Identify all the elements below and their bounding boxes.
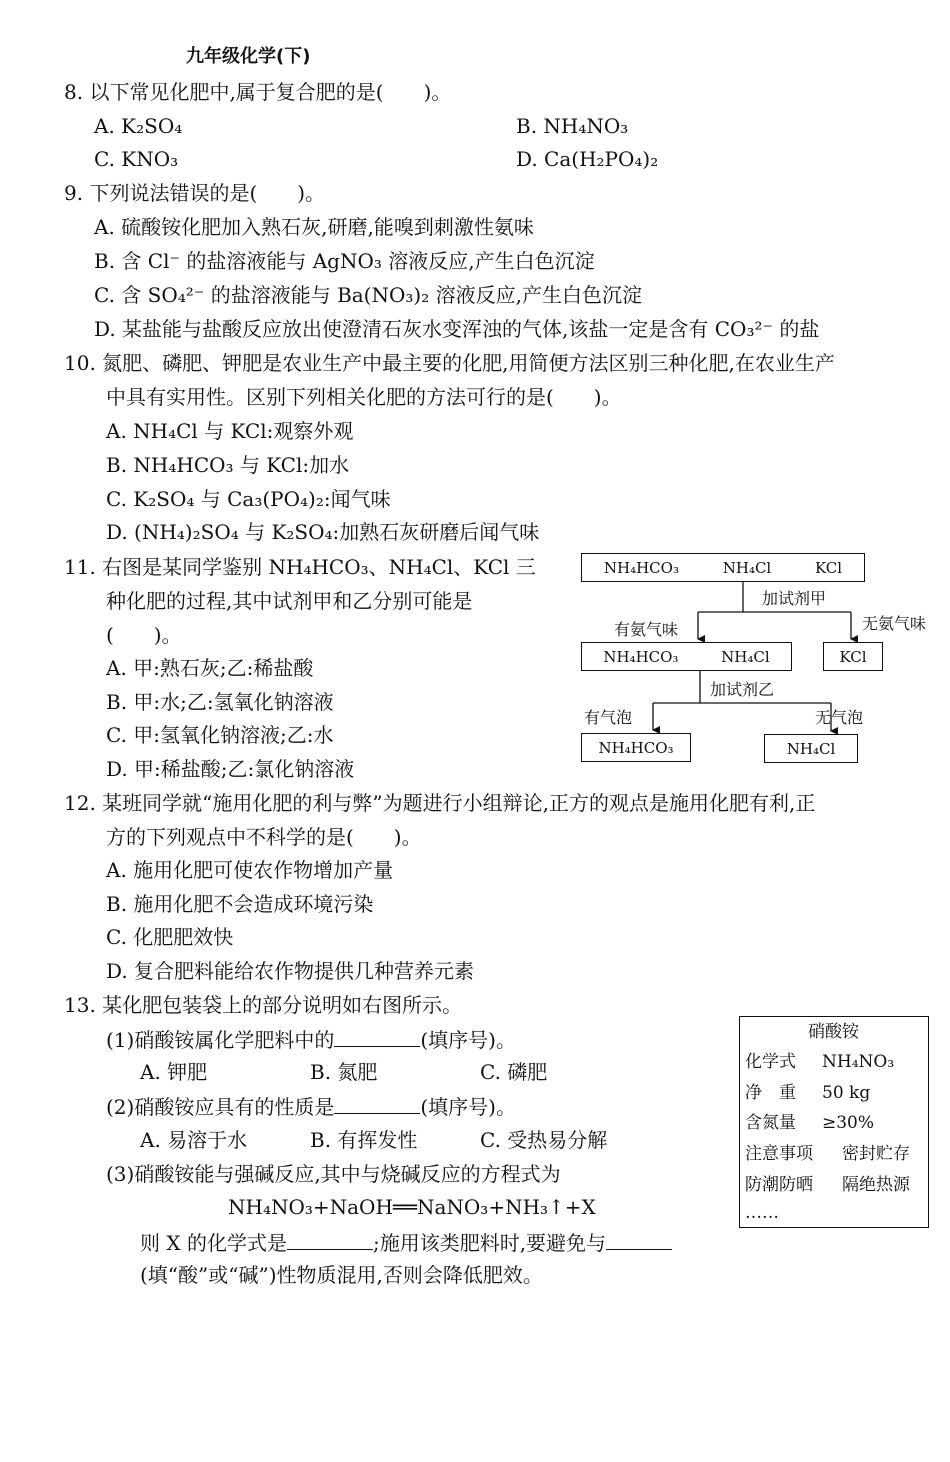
question-11-option-a[interactable]: A. 甲:熟石灰;乙:稀盐酸 [106,656,314,680]
question-13-part-1-option-b[interactable]: B. 氮肥 [310,1060,378,1084]
question-13-part-1 [106,1026,516,1053]
flow-middle-item-1: NH₄HCO₃ [603,647,679,666]
label-ellipsis: …… [745,1203,779,1223]
flow-result-left-label: NH₄HCO₃ [598,738,674,757]
question-8-stem: 8. 以下常见化肥中,属于复合肥的是( )。 [64,80,452,104]
flow-branch-left-2: 有气泡 [584,708,633,727]
question-13-part-3-text-a: 则 X 的化学式是 [140,1231,287,1255]
question-9-option-a[interactable]: A. 硫酸铵化肥加入熟石灰,研磨,能嗅到刺激性氨味 [94,215,534,239]
question-12-option-d[interactable]: D. 复合肥料能给农作物提供几种营养元素 [106,959,475,983]
question-13-part-2-option-c[interactable]: C. 受热易分解 [480,1128,608,1152]
flow-result-box-left [581,733,691,762]
label-nitrogen-key: 含氮量 [745,1113,796,1133]
label-note-1: 密封贮存 [842,1144,910,1164]
question-8-option-c[interactable]: C. KNO₃ [94,147,179,171]
question-13-part-1-option-c[interactable]: C. 磷肥 [480,1060,548,1084]
question-13-part-2-end: (填序号)。 [420,1095,516,1119]
question-9-option-d[interactable]: D. 某盐能与盐酸反应放出使澄清石灰水变浑浊的气体,该盐一定是含有 CO₃²⁻ 的盐 [94,317,820,341]
question-12-stem-line1: 12. 某班同学就“施用化肥的利与弊”为题进行小组辩论,正方的观点是施用化肥有利,正 [64,791,816,815]
question-10-stem-line2: 中具有实用性。区别下列相关化肥的方法可行的是( )。 [106,385,622,409]
flow-middle-item-2: NH₄Cl [721,647,770,666]
fertilizer-label-box [739,1016,929,1228]
page-header: 九年级化学(下) [186,46,311,67]
question-12-stem-line2: 方的下列观点中不科学的是( )。 [106,825,422,849]
label-nitrogen-value: ≥30% [822,1113,875,1133]
label-formula-value: NH₄NO₃ [822,1052,895,1072]
label-note-3: 隔绝热源 [842,1175,910,1195]
question-13-part-2 [106,1093,516,1120]
question-9-option-b[interactable]: B. 含 Cl⁻ 的盐溶液能与 AgNO₃ 溶液反应,产生白色沉淀 [94,249,595,273]
question-13-part-1-end: (填序号)。 [420,1028,516,1052]
question-10-option-d[interactable]: D. (NH₄)₂SO₄ 与 K₂SO₄:加熟石灰研磨后闻气味 [106,520,540,544]
answer-blank-3[interactable] [287,1229,373,1250]
answer-blank-4[interactable] [606,1229,672,1250]
flow-result-box-right [764,734,858,763]
question-11-stem-line3: ( )。 [106,623,182,647]
question-8-option-d[interactable]: D. Ca(H₂PO₄)₂ [516,147,659,171]
question-11-option-c[interactable]: C. 甲:氢氧化钠溶液;乙:水 [106,723,334,747]
flow-branch-right-2: 无气泡 [815,708,864,727]
question-12-option-c[interactable]: C. 化肥肥效快 [106,925,234,949]
flow-start-box [581,553,865,582]
question-8-option-b[interactable]: B. NH₄NO₃ [516,114,629,138]
flow-branch-left-1: 有氨气味 [614,620,679,639]
flow-reagent-1-label: 加试剂甲 [762,589,827,608]
question-13-part-2-option-a[interactable]: A. 易溶于水 [140,1128,248,1152]
question-10-option-c[interactable]: C. K₂SO₄ 与 Ca₃(PO₄)₂:闻气味 [106,487,391,511]
flow-start-item-3: KCl [815,558,843,577]
label-note-2: 防潮防晒 [745,1175,813,1195]
question-11-option-d[interactable]: D. 甲:稀盐酸;乙:氯化钠溶液 [106,757,355,781]
question-10-stem-line1: 10. 氮肥、磷肥、钾肥是农业生产中最主要的化肥,用简便方法区别三种化肥,在农业生产 [64,351,835,375]
flow-middle-box [581,642,792,671]
question-13-part-1-option-a[interactable]: A. 钾肥 [140,1060,208,1084]
flow-result-right-label: NH₄Cl [786,739,836,758]
question-13-part-3-text-b: ;施用该类肥料时,要避免与 [372,1231,607,1255]
question-13-stem: 13. 某化肥包装袋上的部分说明如右图所示。 [64,993,463,1017]
flow-kcl-label: KCl [839,647,867,666]
answer-blank-1[interactable] [334,1026,420,1047]
question-10-option-a[interactable]: A. NH₄Cl 与 KCl:观察外观 [106,419,354,443]
flow-start-item-1: NH₄HCO₃ [603,558,679,577]
flow-kcl-box [823,642,883,671]
label-notes-key: 注意事项 [745,1144,813,1164]
question-13-part-1-text: (1)硝酸铵属化学肥料中的 [106,1028,335,1052]
question-9-stem: 9. 下列说法错误的是( )。 [64,181,326,205]
label-title: 硝酸铵 [808,1022,859,1042]
question-8-option-a[interactable]: A. K₂SO₄ [94,114,183,138]
question-10-option-b[interactable]: B. NH₄HCO₃ 与 KCl:加水 [106,453,350,477]
flow-branch-right-1: 无氨气味 [862,614,927,633]
label-formula-key: 化学式 [745,1052,796,1072]
label-weight-key: 净 重 [745,1083,796,1103]
question-13-part-3: (3)硝酸铵能与强碱反应,其中与烧碱反应的方程式为 [106,1162,561,1186]
question-11-option-b[interactable]: B. 甲:水;乙:氢氧化钠溶液 [106,690,334,714]
question-13-part-3-line2 [140,1229,672,1256]
answer-blank-2[interactable] [334,1093,420,1114]
flow-reagent-2-label: 加试剂乙 [710,680,775,699]
question-13-part-2-text: (2)硝酸铵应具有的性质是 [106,1095,335,1119]
reaction-equation: NH₄NO₃+NaOH══NaNO₃+NH₃↑+X [228,1195,596,1219]
label-weight-value: 50 kg [822,1083,871,1103]
question-12-option-a[interactable]: A. 施用化肥可使农作物增加产量 [106,858,394,882]
question-13-part-3-line3: (填“酸”或“碱”)性物质混用,否则会降低肥效。 [140,1263,543,1287]
question-9-option-c[interactable]: C. 含 SO₄²⁻ 的盐溶液能与 Ba(NO₃)₂ 溶液反应,产生白色沉淀 [94,283,642,307]
flow-start-item-2: NH₄Cl [722,558,772,577]
question-12-option-b[interactable]: B. 施用化肥不会造成环境污染 [106,892,374,916]
question-13-part-2-option-b[interactable]: B. 有挥发性 [310,1128,418,1152]
question-11-stem-line2: 种化肥的过程,其中试剂甲和乙分别可能是 [106,589,473,613]
question-11-stem-line1: 11. 右图是某同学鉴别 NH₄HCO₃、NH₄Cl、KCl 三 [64,555,536,579]
